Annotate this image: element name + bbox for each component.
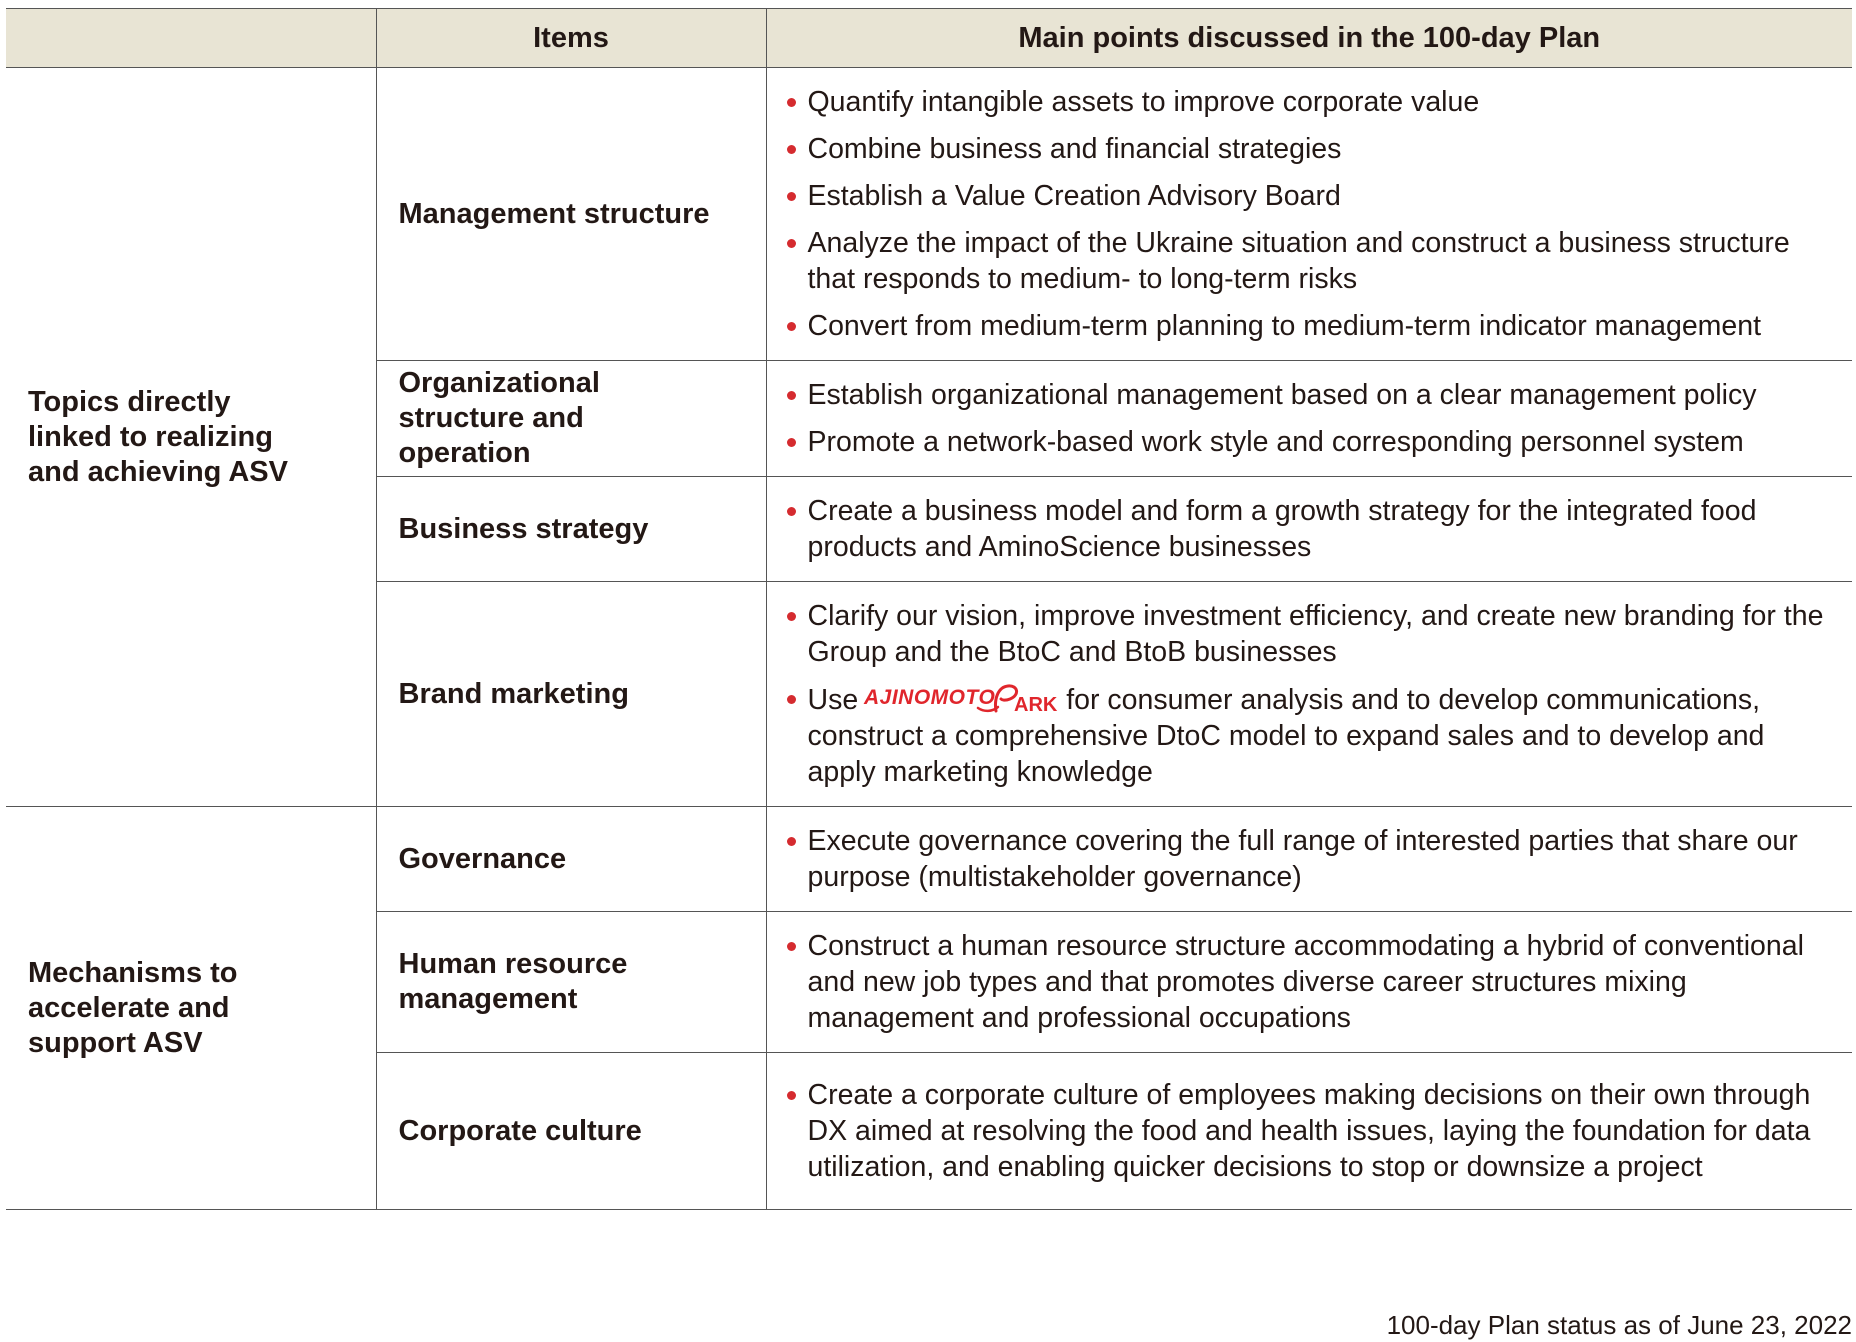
list-item: Combine business and financial strategies bbox=[787, 131, 1839, 167]
list-item: Convert from medium-term planning to medium-term indicator management bbox=[787, 308, 1839, 344]
item-human-resource-management: Human resource management bbox=[376, 912, 766, 1053]
red-dot-bullet-icon bbox=[787, 507, 796, 516]
red-dot-bullet-icon bbox=[787, 612, 796, 621]
red-dot-bullet-icon bbox=[787, 98, 796, 107]
header-points: Main points discussed in the 100-day Plan bbox=[766, 9, 1852, 68]
list-item: Create a corporate culture of employees making decisions on their own through DX aimed at resolving the food and health issues, laying the foundation for data utilization, and enabling quicker decisions to stop or downsize a project bbox=[787, 1077, 1839, 1185]
red-dot-bullet-icon bbox=[787, 695, 796, 704]
list-item: Execute governance covering the full range of interested parties that share our purpose (multistakeholder governance) bbox=[787, 823, 1839, 895]
header-row bbox=[6, 9, 1852, 68]
item-brand-marketing: Brand marketing bbox=[376, 582, 766, 807]
red-dot-bullet-icon bbox=[787, 145, 796, 154]
list-item: Clarify our vision, improve investment efficiency, and create new branding for the Group and the BtoC and BtoB businesses bbox=[787, 598, 1839, 670]
table-row bbox=[6, 68, 1852, 361]
category-label: Topics directly linked to realizing and achieving ASV bbox=[28, 385, 288, 488]
item-business-strategy: Business strategy bbox=[376, 477, 766, 582]
points-business-strategy bbox=[766, 477, 1852, 582]
points-governance bbox=[766, 807, 1852, 912]
item-governance: Governance bbox=[376, 807, 766, 912]
points-management-structure bbox=[766, 68, 1852, 361]
header-category bbox=[6, 9, 376, 68]
red-dot-bullet-icon bbox=[787, 438, 796, 447]
points-organizational-structure bbox=[766, 361, 1852, 477]
plan-table bbox=[6, 8, 1852, 1210]
red-dot-bullet-icon bbox=[787, 192, 796, 201]
red-dot-bullet-icon bbox=[787, 1091, 796, 1100]
category-label: Mechanisms to accelerate and support ASV bbox=[28, 956, 238, 1059]
red-dot-bullet-icon bbox=[787, 239, 796, 248]
category-mechanisms bbox=[6, 807, 376, 1210]
list-item: Construct a human resource structure accommodating a hybrid of conventional and new job types and that promotes diverse career structures mixing management and professional occupations bbox=[787, 928, 1839, 1036]
item-organizational-structure: Organizational structure and operation bbox=[376, 361, 766, 477]
header-items: Items bbox=[376, 9, 766, 68]
category-topics bbox=[6, 68, 376, 807]
red-dot-bullet-icon bbox=[787, 322, 796, 331]
table-row bbox=[6, 807, 1852, 912]
list-item: Quantify intangible assets to improve corporate value bbox=[787, 84, 1839, 120]
status-footnote: 100-day Plan status as of June 23, 2022 bbox=[1386, 1310, 1852, 1340]
list-item: Create a business model and form a growth strategy for the integrated food products and AminoScience businesses bbox=[787, 493, 1839, 565]
points-human-resource-management bbox=[766, 912, 1852, 1053]
item-management-structure: Management structure bbox=[376, 68, 766, 361]
list-item: Establish a Value Creation Advisory Board bbox=[787, 178, 1839, 214]
list-item: Use AJINOMOTO ARK for consumer analysis and to develop communications, construct a comprehensive DtoC model to expand sales and to develop and apply marketing knowledge bbox=[787, 681, 1839, 790]
list-item: Establish organizational management based on a clear management policy bbox=[787, 377, 1839, 413]
list-item: Analyze the impact of the Ukraine situation and construct a business structure that responds to medium- to long-term risks bbox=[787, 225, 1839, 297]
list-item: Promote a network-based work style and corresponding personnel system bbox=[787, 424, 1839, 460]
item-corporate-culture: Corporate culture bbox=[376, 1053, 766, 1210]
red-dot-bullet-icon bbox=[787, 837, 796, 846]
red-dot-bullet-icon bbox=[787, 942, 796, 951]
red-dot-bullet-icon bbox=[787, 391, 796, 400]
svg-text:AJINOMOTO: AJINOMOTO bbox=[864, 686, 996, 709]
svg-text:ARK: ARK bbox=[1014, 694, 1058, 715]
points-brand-marketing bbox=[766, 582, 1852, 807]
points-corporate-culture bbox=[766, 1053, 1852, 1210]
ajinomoto-park-logo bbox=[862, 681, 1062, 715]
